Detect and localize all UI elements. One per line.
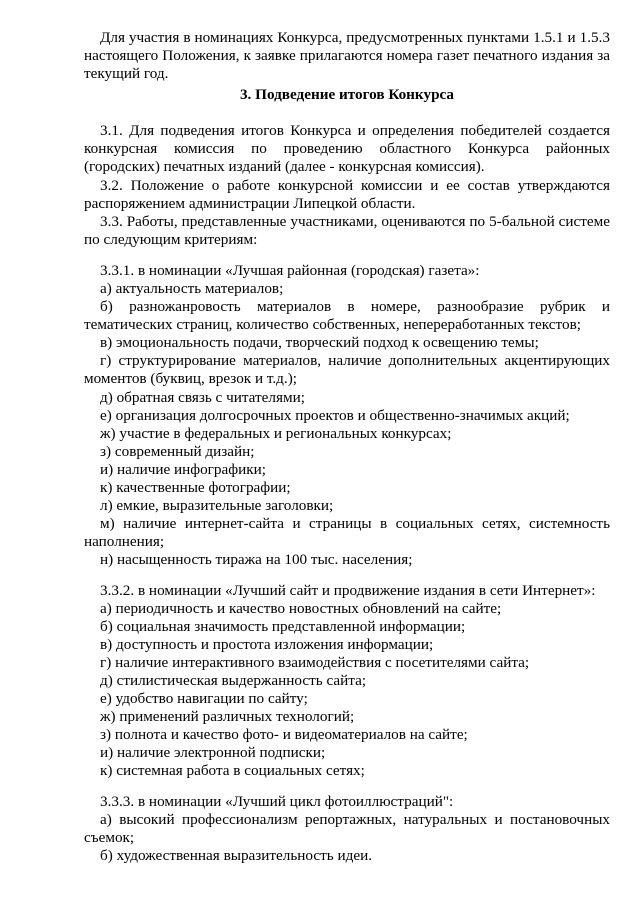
criterion-item: д) обратная связь с читателями;	[100, 389, 305, 406]
criterion-item: к) системная работа в социальных сетях;	[100, 762, 365, 779]
criterion-item: а) периодичность и качество новостных обновлений на сайте;	[100, 600, 502, 617]
criterion-item: а) актуальность материалов;	[100, 280, 284, 297]
paragraph-3-1: 3.1. Для подведения итогов Конкурса и определения победителей создается конкурсная комиссия по проведению областного Конкурса районных (городских) печатных изданий (далее - конкурсная комиссия).	[84, 122, 610, 176]
section-title: 3. Подведение итогов Конкурса	[239, 86, 455, 103]
nomination-heading: 3.3.1. в номинации «Лучшая районная (городская) газета»:	[100, 262, 480, 279]
criterion-item: е) организация долгосрочных проектов и общественно-значимых акций;	[100, 407, 570, 424]
nomination-heading: 3.3.3. в номинации «Лучший цикл фотоиллюстраций":	[100, 793, 454, 810]
criterion-item: г) структурирование материалов, наличие дополнительных акцентирующих моментов (буквиц, врезок и т.д.);	[84, 352, 610, 388]
criterion-item: в) доступность и простота изложения информации;	[100, 636, 434, 653]
criterion-item: ж) участие в федеральных и региональных конкурсах;	[100, 425, 452, 442]
criterion-item: з) полнота и качество фото- и видеоматериалов на сайте;	[100, 726, 468, 743]
criterion-item: а) высокий профессионализм репортажных, натуральных и постановочных съемок;	[84, 811, 610, 847]
criterion-item: в) эмоциональность подачи, творческий подход к освещению темы;	[100, 334, 539, 351]
criterion-item: з) современный дизайн;	[100, 443, 255, 460]
criterion-item: б) социальная значимость представленной информации;	[100, 618, 466, 635]
criterion-item: б) художественная выразительность идеи.	[100, 847, 373, 864]
criterion-item: б) разножанровость материалов в номере, разнообразие рубрик и тематических страниц, количество собственных, непереработанных текстов;	[84, 298, 610, 334]
criterion-item: и) наличие инфографики;	[100, 461, 266, 478]
criterion-item: и) наличие электронной подписки;	[100, 744, 326, 761]
paragraph-3-2: 3.2. Положение о работе конкурсной комиссии и ее состав утверждаются распоряжением администрации Липецкой области.	[84, 177, 610, 213]
criterion-item: г) наличие интерактивного взаимодействия с посетителями сайта;	[100, 654, 530, 671]
criterion-item: м) наличие интернет-сайта и страницы в социальных сетях, системность наполнения;	[84, 515, 610, 551]
criterion-item: л) емкие, выразительные заголовки;	[100, 497, 334, 514]
criterion-item: ж) применений различных технологий;	[100, 708, 355, 725]
criterion-item: д) стилистическая выдержанность сайта;	[100, 672, 367, 689]
criterion-item: н) насыщенность тиража на 100 тыс. населения;	[100, 551, 413, 568]
criterion-item: е) удобство навигации по сайту;	[100, 690, 308, 707]
paragraph-3-3: 3.3. Работы, представленные участниками, оцениваются по 5-бальной системе по следующим критериям:	[84, 213, 610, 249]
criterion-item: к) качественные фотографии;	[100, 479, 291, 496]
nomination-heading: 3.3.2. в номинации «Лучший сайт и продвижение издания в сети Интернет»:	[100, 582, 596, 599]
intro-paragraph: Для участия в номинациях Конкурса, предусмотренных пунктами 1.5.1 и 1.5.3 настоящего Положения, к заявке прилагаются номера газет печатного издания за текущий год.	[84, 29, 610, 83]
